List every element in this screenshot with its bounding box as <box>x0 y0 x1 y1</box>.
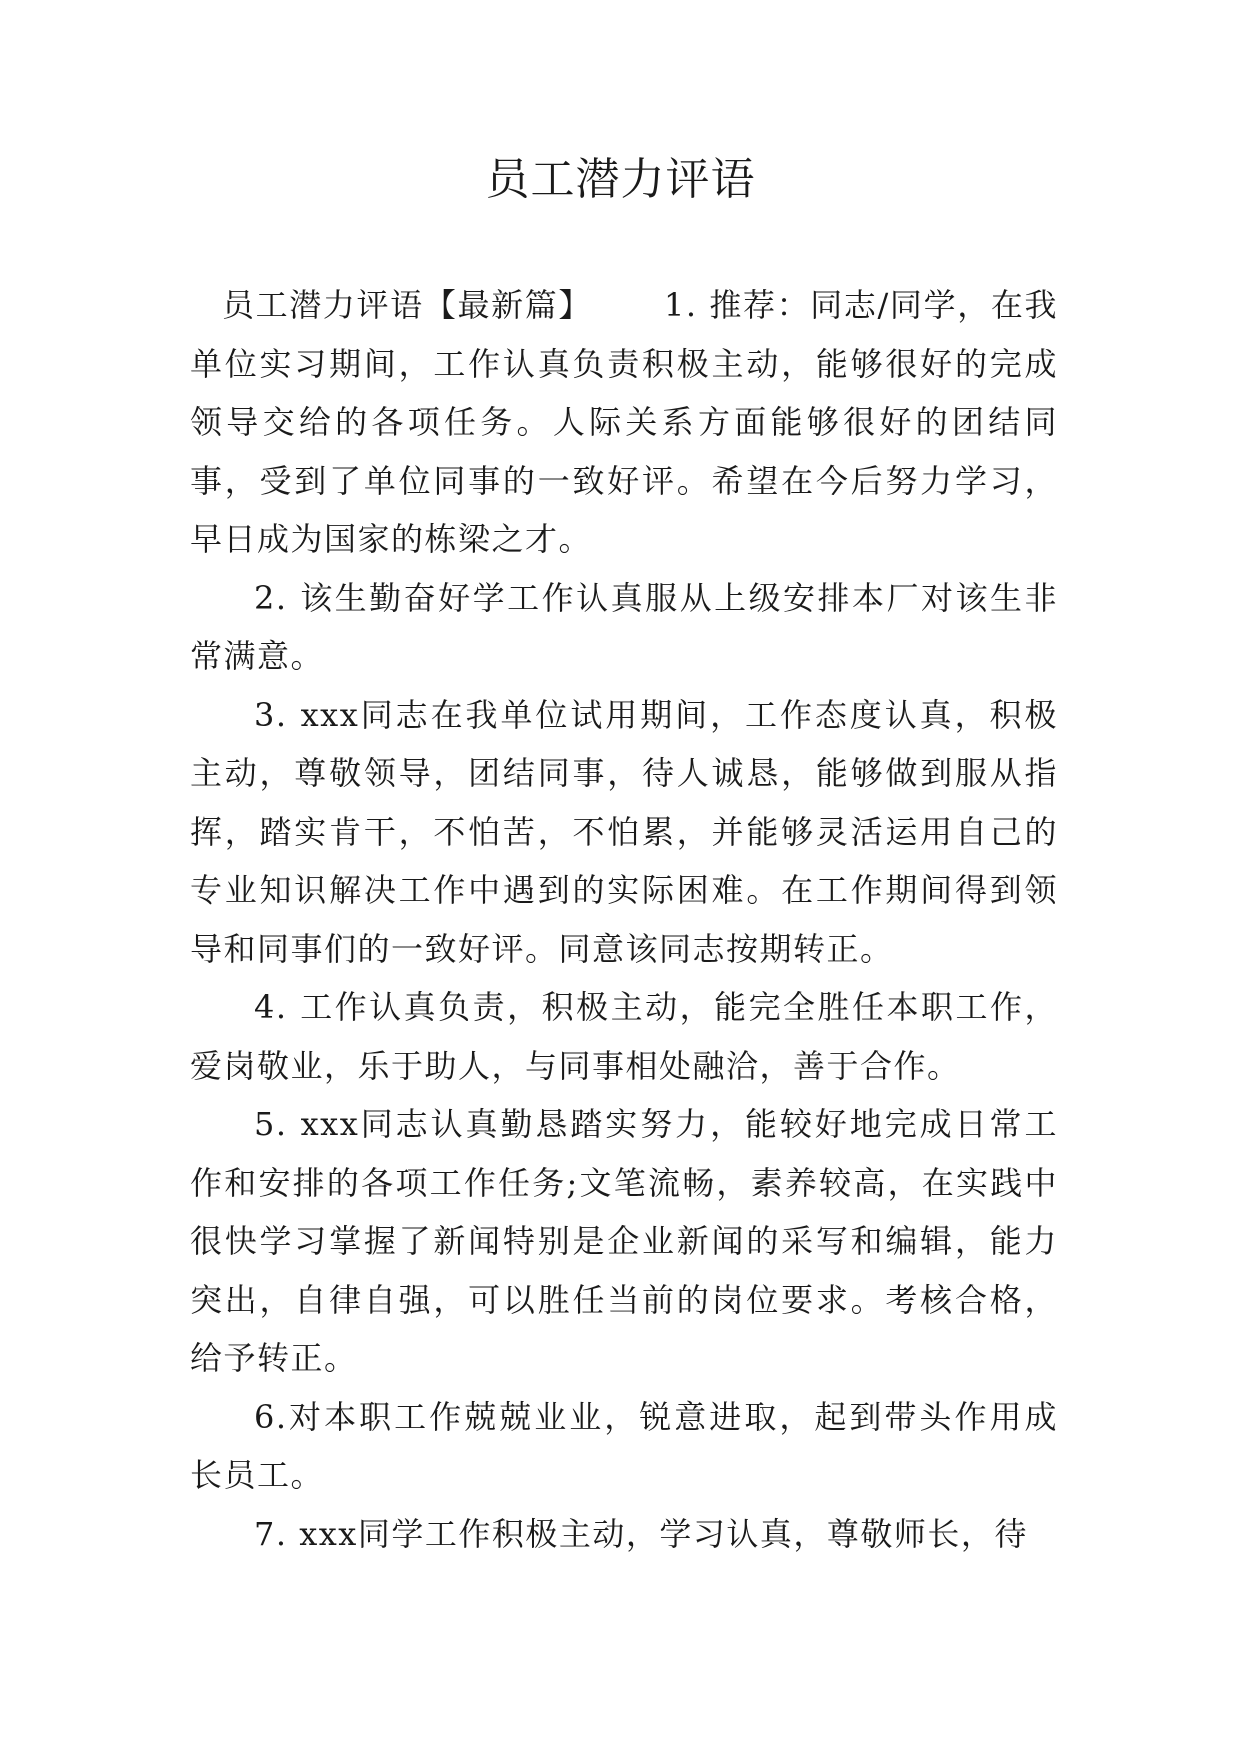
paragraph-7: 7. xxx同学工作积极主动，学习认真，尊敬师长，待 <box>254 1514 1028 1553</box>
paragraph-6: 6.对本职工作兢兢业业，锐意进取，起到带头作用成长员工。 <box>190 1397 1058 1494</box>
paragraph-3: 3. xxx同志在我单位试用期间，工作态度认真，积极主动，尊敬领导，团结同事，待人诚恳，能够做到服从指挥，踏实肯干，不怕苦，不怕累，并能够灵活运用自己的专业知识解决工作中遇到的实际困难。在工作期间得到领导和同事们的一致好评。同意该同志按期转正。 <box>190 695 1058 968</box>
paragraph-5: 5. xxx同志认真勤恳踏实努力，能较好地完成日常工作和安排的各项工作任务;文笔流畅，素养较高，在实践中很快学习掌握了新闻特别是企业新闻的采写和编辑，能力突出，自律自强，可以胜任当前的岗位要求。考核合格，给予转正。 <box>190 1105 1058 1377</box>
paragraph-4: 4. 工作认真负责，积极主动，能完全胜任本职工作，爱岗敬业，乐于助人，与同事相处融洽，善于合作。 <box>190 988 1058 1085</box>
intro-heading: 员工潜力评语【最新篇】 <box>222 286 592 324</box>
document-title: 员工潜力评语 <box>485 154 756 205</box>
paragraph-2: 2. 该生勤奋好学工作认真服从上级安排本厂对该生非常满意。 <box>190 578 1058 675</box>
document-body <box>190 276 1058 1563</box>
paragraph-1 <box>190 276 1058 569</box>
paragraph-1-text: 1. 推荐：同志/同学，在我单位实习期间，工作认真负责积极主动，能够很好的完成领导交给的各项任务。人际关系方面能够很好的团结同事，受到了单位同事的一致好评。希望在今后努力学习，早日成为国家的栋梁之才。 <box>190 286 1058 558</box>
